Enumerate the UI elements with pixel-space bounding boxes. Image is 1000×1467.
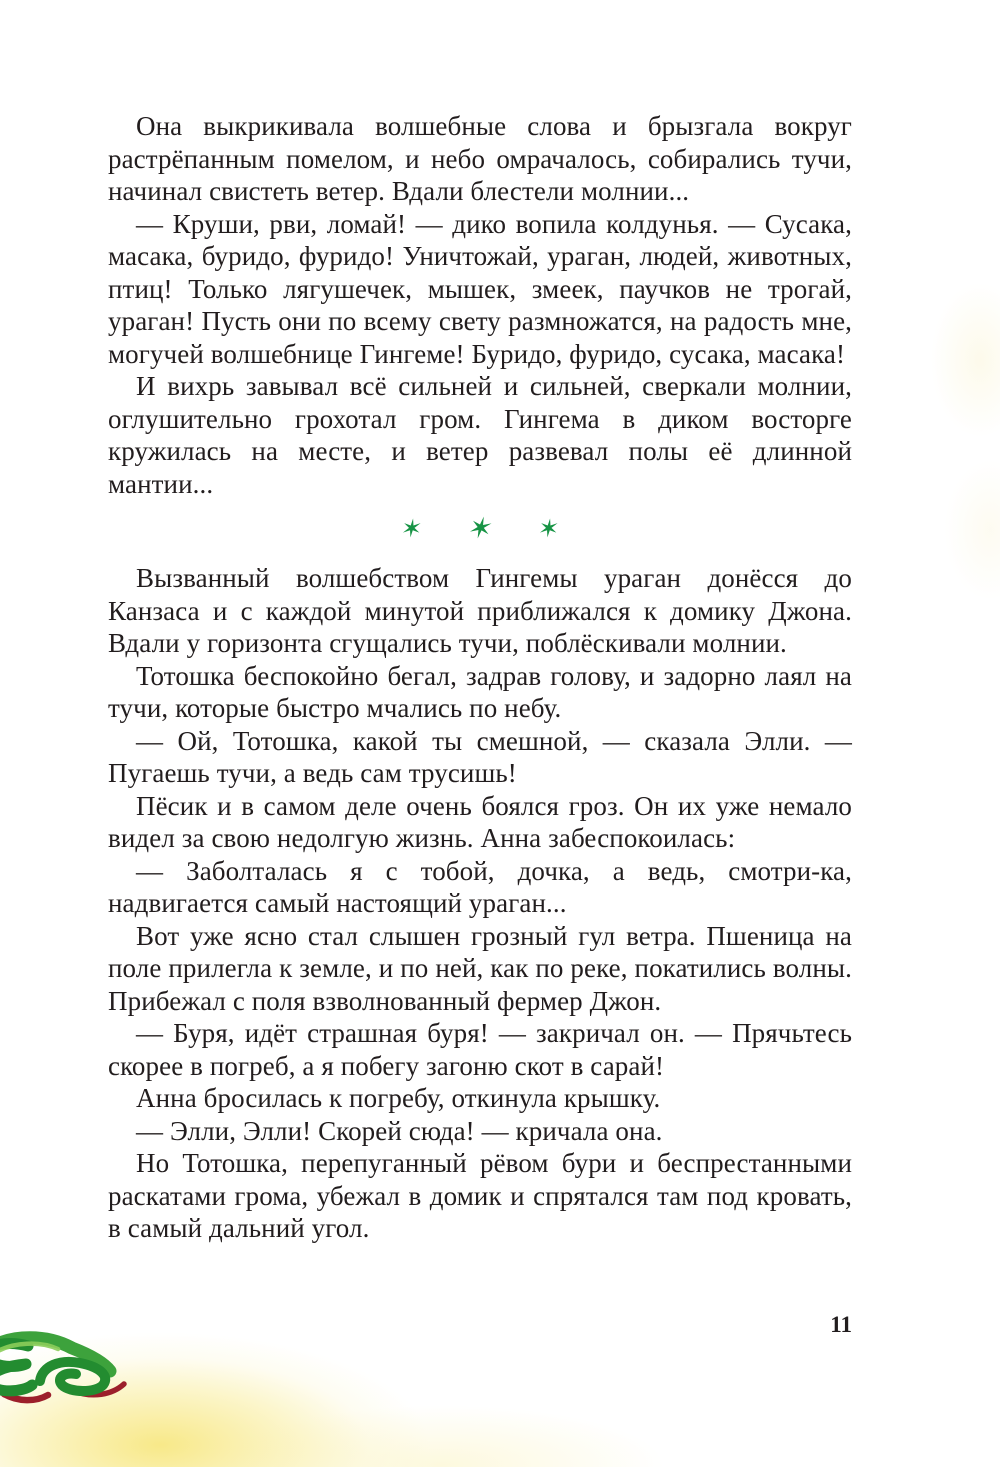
page-text — [108, 110, 852, 1245]
leaf-stroke-spiral — [40, 1362, 105, 1391]
paragraph-11: Анна бросилась к погребу, откинула крышку. — [136, 1083, 661, 1113]
yellow-glow-bottom — [120, 1380, 760, 1467]
paragraph-6: — Ой, Тотошка, какой ты смешной, — сказала Элли. — Пугаешь тучи, а ведь сам трусишь! — [108, 725, 852, 788]
paragraph-7: Пёсик и в самом деле очень боялся гроз. Он их уже немало видел за свою недолгую жизнь. Анна забеспокоилась: — [108, 790, 852, 853]
page-number: 11 — [830, 1312, 852, 1337]
paragraph-5: Тотошка беспокойно бегал, задрав голову, и задорно лаял на тучи, которые быстро мчались по небу. — [108, 660, 852, 723]
paragraph-13: Но Тотошка, перепуганный рёвом бури и беспрестанными раскатами грома, убежал в домик и спрятался там под кровать, в самый дальний угол. — [108, 1148, 852, 1243]
paragraph-10: — Буря, идёт страшная буря! — закричал он. — Прячьтесь скорее в погреб, а я побегу загоню скот в сарай! — [108, 1018, 852, 1081]
paragraph-12: — Элли, Элли! Скорей сюда! — кричала она. — [136, 1115, 663, 1146]
paragraph-8: — Заболталась я с тобой, дочка, а ведь, смотри-ка, надвигается самый настоящий ураган... — [108, 855, 852, 918]
paragraph-1: Она выкрикивала волшебные слова и брызгала вокруг растрёпанным помелом, и небо омрачалось, собирались тучи, начинал свистеть ветер. Вдали блестели молнии... — [108, 111, 852, 206]
paragraph-2: — Круши, рви, ломай! — дико вопила колдунья. — Сусака, масака, буридо, фуридо! Уничтожай, ураган, людей, животных, птиц! Только лягушечек, мышек, змеек, паучков не трогай, ураган! Пусть они по всему свету размножатся, на радость мне, могучей волшебнице Гингеме! Буридо, фуридо, сусака, масака! — [108, 208, 852, 369]
green-scribble-illustration — [0, 1328, 150, 1423]
paragraph-9: Вот уже ясно стал слышен грозный гул ветра. Пшеница на поле прилегла к земле, и по ней, как по реке, покатились волны. Прибежал с поля взволнованный фермер Джон. — [108, 920, 852, 1016]
star-icon: ✶ — [536, 515, 562, 543]
leaf-stroke-loops — [0, 1344, 32, 1391]
page-edge-tint — [925, 430, 1000, 630]
paragraph-4: Вызванный волшебством Гингемы ураган донёсся до Канзаса и с каждой минутой приближался к домику Джона. Вдали у горизонта сгущались тучи, поблёскивали молнии. — [108, 563, 852, 658]
star-icon: ✶ — [463, 510, 497, 547]
paragraph-3: И вихрь завывал всё сильней и сильней, сверкали молнии, оглушительно грохотал гром. Гингема в диком восторге кружилась на месте, и ветер развевал полы её длинной мантии... — [108, 371, 852, 499]
scene-break-separator — [108, 512, 852, 546]
star-icon: ✶ — [398, 515, 424, 543]
page-edge-tint — [910, 250, 1000, 470]
